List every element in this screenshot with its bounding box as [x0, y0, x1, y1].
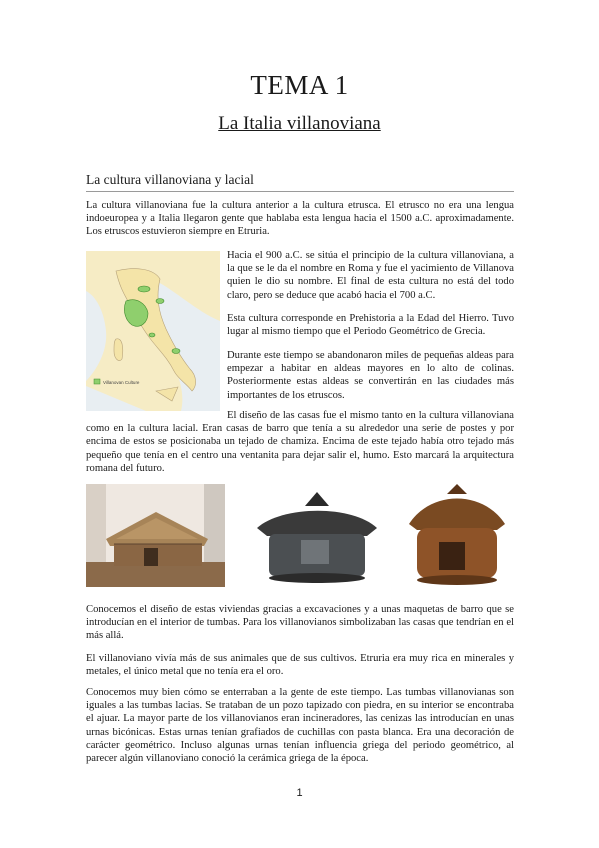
- paragraph-origin: Hacia el 900 a.C. se sitúa el principio de la cultura villanoviana, a la que se le da el nombre en Roma y fue el yacimiento de Villanova quien le dio su nombre. El final de esta cultura no está del todo claro, pero se deduce que acabó hacia el 700 a.C.: [227, 250, 514, 301]
- hut-urn-photo-dark: [251, 484, 383, 587]
- paragraph-economy: El villanoviano vivía más de sus animales que de sus cultivos. Etruria era muy rica en minerales y metales, el único metal que no tenía era el oro.: [86, 653, 514, 678]
- paragraph-excavations: Conocemos el diseño de estas viviendas gracias a excavaciones y a unas maquetas de barro que se introducían en el interior de tumbas. Para los villanovianos simbolizaban las casas que tendrían en el más allá.: [86, 604, 514, 642]
- map-legend-label: Villanovan Culture: [103, 380, 140, 385]
- paragraph-burials: Conocemos muy bien cómo se enterraban a la gente de este tiempo. Las tumbas villanovianas son iguales a las tumbas lacias. Se trataban de un pozo tapizado con piedra, en su interior se encontraba el ajuar. La mayor parte de los villanovianos eran incineradores, las cenizas las introducían en unas urnas bicónicas. Estas urnas tenían grafiados de cuchillas con pasta blanca. Era una decoración de carácter geométrico. Incluso algunas urnas tenían influencia griega del periodo geométrico, al parecer algún villanoviano conoció la cerámica griega de la época.: [86, 687, 514, 765]
- page-title: TEMA 1: [250, 70, 349, 100]
- page-subtitle: La Italia villanoviana: [218, 113, 381, 134]
- hut-urn-photo-clay: [401, 484, 513, 587]
- legend-swatch: [94, 379, 100, 384]
- hut-urn-clay-icon: [401, 484, 513, 587]
- page-number: 1: [296, 787, 303, 799]
- hut-model-photo: [86, 484, 225, 587]
- hut-model-photo-icon: [86, 484, 225, 587]
- section-heading: La cultura villanoviana y lacial: [86, 172, 514, 192]
- paragraph-iron-age: Esta cultura corresponde en Prehistoria a la Edad del Hierro. Tuvo lugar al mismo tiempo que el Periodo Geométrico de Grecia.: [227, 313, 514, 338]
- paragraph-houses: El diseño de las casas fue el mismo tanto en la cultura villanoviana como en la cultura lacial. Eran casas de barro que tenía a su alrededor una serie de postes y por encima de estos se posicionaba un tejado de chamiza. Encima de este tejado había otro tejado más pequeño que tenía en el centro una ventanita para dejar salir el, humo. Esto marcará la arquitectura romana del futuro.: [86, 410, 514, 474]
- map-of-italy-icon: [86, 251, 220, 411]
- hut-urn-dark-icon: [251, 484, 383, 587]
- paragraph-villages: Durante este tiempo se abandonaron miles de pequeñas aldeas para empezar a habitar en aldeas mayores en lo alto de colinas. Posteriormente estas aldeas se convertirán en las ciudades más importantes de los etruscos.: [227, 350, 514, 401]
- italy-map-figure: [86, 251, 220, 411]
- paragraph-intro: La cultura villanoviana fue la cultura anterior a la cultura etrusca. El etrusco no era una lengua indoeuropea y a Italia llegaron gente que hablaba esta lengua hacia el 1500 a.C. aproximadamente. Los etruscos estuvieron siempre en Etruria.: [86, 200, 514, 238]
